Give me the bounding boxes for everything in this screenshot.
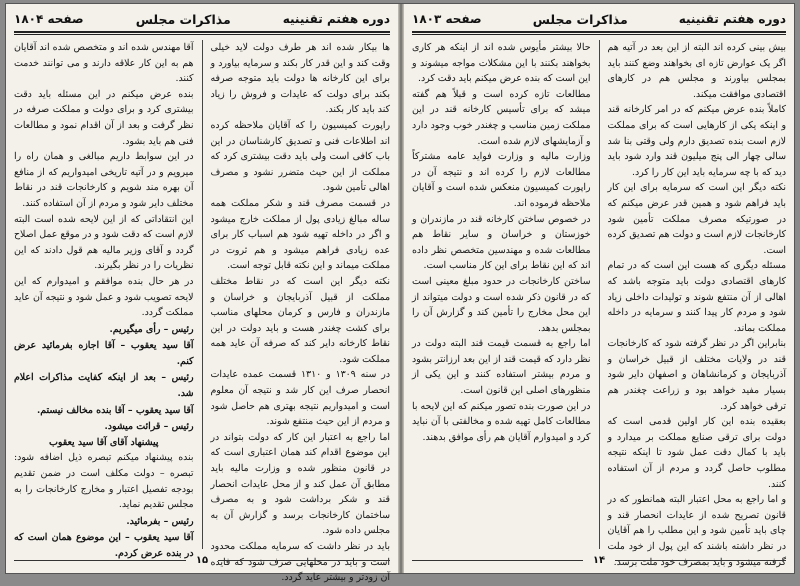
- header-title: مذاکرات مجلس: [532, 11, 628, 27]
- page-footer: [412, 553, 786, 567]
- paragraph: بیش بینی کرده اند البته از این بعد در آتیه هم اگر یک عوارض تازه ای بخواهند وضع کنند باید بمجلس بیاورند و مجلس هم در کارهای اقتصادی موافقت میکند.: [607, 42, 786, 100]
- paragraph: ها بیکار شده اند هر طرف دولت لاید خیلی وقت کند و این قدر کار بکند و سرمایه بیاورد و برای این کارخانه ها دولت باید متوجه صرفه بکند برای دولت که عایدات و فروش را زیاد کند باید کار بکند.: [210, 42, 390, 116]
- speaker-line: رئیس – قرائت میشود.: [104, 421, 194, 433]
- page-number: ۱۵: [195, 554, 209, 566]
- page-footer: [14, 553, 390, 567]
- paragraph: در سنه ۱۳۰۹ و ۱۳۱۰ قسمت عمده عایدات انحصار صرف این کار شد و نتیجه آن معلوم است و امیدواریم نتیجه بهتری هم حاصل شود و مردم از این حیث منتفع شوند.: [210, 369, 390, 428]
- paragraph: در قسمت مصرف قند و شکر مملکت همه ساله مبالغ زیادی پول از مملکت خارج میشود و اگر در داخله تهیه شود هم اسباب کار برای عده زیادی فراهم میشود و هم ثروت در مملکت میماند و این نکته قابل توجه است.: [210, 197, 390, 272]
- paragraph: مطالعات تازه کرده است و قبلاً هم گفته میشد که برای تأسیس کارخانه قند در این مملکت زمین مناسب و چغندر خوب وجود دارد و آزمایشهای لازم شده است.: [412, 88, 591, 147]
- paragraph: راپورت کمیسیون را که آقایان ملاحظه کرده اند اطلاعات فنی و تصدیق کارشناسان در این باب کافی است ولی باید دقت بیشتری کرد که مملکت از این حیث متضرر نشود و مصرف اهالی تأمین شود.: [210, 119, 390, 194]
- speaker-line: رئیس – رأی میگیریم.: [109, 323, 194, 335]
- header-page-label: صفحه ۱۸۰۴: [14, 12, 84, 26]
- header-rule: [14, 31, 390, 33]
- paragraph: نکته دیگر این است که سرمایه برای این کار باید فراهم شود و همین قدر عرض میکنم که در صورتیکه مصرف مملکت تأمین شود کارخانجات لازم است و دولت هم تصدیق کرده است.: [607, 182, 786, 256]
- header-rule: [412, 31, 786, 33]
- page-number: ۱۴: [592, 554, 606, 566]
- speaker-line: آقا سید یعقوب – این موضوع همان است که در بنده عرض کردم.: [14, 532, 194, 559]
- paragraph: در هر حال بنده موافقم و امیدوارم که این لایحه تصویب شود و عمل شود و نتیجه آن عاید مملکت گردد.: [14, 275, 194, 319]
- header-page-label: صفحه ۱۸۰۳: [412, 12, 482, 26]
- paragraph: بنده پیشنهاد میکنم تبصره ذیل اضافه شود: تبصره – دولت مکلف است در ضمن تقدیم بودجه تفصیل اعتبار و مخارج کارخانجات را به مجلس تقدیم نماید.: [14, 452, 194, 511]
- right-page: [404, 4, 794, 573]
- paragraph: آقا مهندس شده اند و متخصص شده اند آقایان هم به این کار علاقه دارند و می توانند خدمت کنند.: [14, 42, 194, 85]
- footer-rule: [615, 560, 786, 561]
- paragraph: و اما راجع به محل اعتبار البته همانطور که در قانون تصریح شده از عایدات انحصار قند و چای باید تأمین شود و این مطلب را هم آقایان در نظر داشته باشند که این پول از خود ملت گرفته میشود و باید بمصرف خود ملت برسد.: [607, 494, 786, 568]
- paragraph: وزارت مالیه و وزارت فواید عامه مشترکاً مطالعات لازم را کرده اند و نتیجه آن در راپورت کمیسیون منعکس شده است و آقایان ملاحظه فرموده اند.: [412, 151, 591, 209]
- header-rule-thin: [412, 34, 786, 35]
- paragraph: بنابراین اگر در نظر گرفته شود که کارخانجات قند در ولایات مختلف از قبیل خراسان و آذربایجان و کرمانشاهان و اصفهان دایر شود بسیار مفید خواهد بود و زراعت چغندر هم ترقی خواهد کرد.: [607, 338, 786, 412]
- footer-rule: [14, 560, 186, 561]
- paragraph: در این صورت بنده تصور میکنم که این لایحه با مطالعات کامل تهیه شده و مخالفتی با آن نباید کرد و امیدوارم آقایان هم رأی موافق بدهند.: [412, 400, 591, 443]
- paragraph: نکته دیگر این است که در نقاط مختلف مملکت از قبیل آذربایجان و خراسان و مازندران و فارس و کرمان محلهای مناسب برای کشت چغندر هست و باید دولت در این نقاط کارخانه دایر کند که صرفه آن عاید همه مملکت شود.: [210, 275, 390, 365]
- paragraph: باید در نظر داشت که سرمایه مملکت محدود است و باید در محلهایی صرف شود که فایده آن زودتر و بیشتر عاید گردد.: [210, 541, 390, 584]
- column-divider: [599, 40, 600, 549]
- footer-rule: [412, 560, 583, 561]
- column-right: [607, 40, 787, 568]
- page-header: [14, 10, 390, 28]
- speaker-line: آقا سید یعقوب – آقا اجازه بفرمائید عرض کنم.: [14, 340, 194, 367]
- footer-rule: [218, 560, 390, 561]
- column-left: [14, 40, 194, 559]
- header-period: دوره هفتم تقنینیه: [282, 12, 390, 26]
- column-left: [412, 40, 591, 549]
- header-period: دوره هفتم تقنینیه: [678, 12, 786, 26]
- paragraph: بنده عرض میکنم در این مسئله باید دقت بیشتری کرد و برای دولت و مملکت صرفه در نظر گرفت و بعد از آن اقدام نمود و مطالعات فنی هم باید بشود.: [14, 88, 194, 147]
- paragraph: اما راجع به قسمت قیمت قند البته دولت در نظر دارد که قیمت قند از این بعد ارزانتر بشود و مردم بیشتر استفاده کنند و این یکی از منظورهای اصلی این قانون است.: [412, 338, 591, 397]
- paragraph: کاملاً بنده عرض میکنم که در امر کارخانه قند و اینکه یکی از کارهایی است که برای مملکت لازم است بنده تصدیق دارم ولی وقتی بنا شد سالی چهار الی پنج میلیون قند وارد شود باید دید که با چه سرمایه باید این کار را کرد.: [607, 104, 786, 178]
- speaker-line: رئیس – بفرمائید.: [126, 515, 194, 527]
- paragraph: بعقیده بنده این کار اولین قدمی است که دولت برای ترقی صنایع مملکت بر میدارد و باید با کمال دقت عمل شود تا اینکه نتیجه مطلوب حاصل گردد و مردم از آن استفاده کنند.: [607, 416, 786, 490]
- paragraph: ساختن کارخانجات در حدود مبلغ معینی است که در قانون ذکر شده است و دولت میتواند از این محل مخارج را تأمین کند و گزارش آن را بمجلس بدهد.: [412, 275, 591, 334]
- column-right: [210, 40, 391, 584]
- book-spread: [6, 4, 794, 584]
- header-title: مذاکرات مجلس: [135, 11, 231, 27]
- paragraph: حالا بیشتر مأیوس شده اند از اینکه هر کاری بخواهند بکنند با این مشکلات مواجه میشوند و این است که بنده عرض میکنم باید دقت کرد.: [412, 42, 591, 85]
- header-rule-thin: [14, 34, 390, 35]
- paragraph: در این سوابط داریم مبالغی و همان راه را میرویم و در آتیه تاریخی امیدواریم که از منافع آن بهره مند شویم و کارخانجات قند در نقاط مختلف دایر شود و مردم از آن استفاده کنند.: [14, 151, 194, 209]
- page-header: [412, 10, 786, 28]
- proposal-heading: پیشنهاد آقای آقا سید یعقوب: [49, 436, 159, 448]
- paragraph: اما راجع به اعتبار این کار که دولت بتواند در این موضوع اقدام کند همان اعتباری است که در قانون منظور شده و وزارت مالیه باید مطابق آن عمل کند و از محل عایدات انحصار قند و شکر برداشت شود و به مصرف ساختمان کارخانجات برسد و گزارش آن به مجلس داده شود.: [210, 431, 390, 537]
- speaker-line: آقا سید یعقوب – آقا بنده مخالف نیستم.: [37, 404, 194, 416]
- paragraph: این انتقاداتی که از این لایحه شده است البته لازم است که دقت شود و در موقع عمل اصلاح گردد و آقای وزیر مالیه هم قول دادند که این نظریات را در نظر بگیرند.: [14, 213, 194, 272]
- paragraph: مسئله دیگری که هست این است که در تمام کارهای اقتصادی دولت باید متوجه باشد که اهالی از آن منتفع شوند و تولیدات داخلی زیاد شود و مردم کار پیدا کنند و سرمایه در داخله مملکت بماند.: [607, 260, 786, 334]
- column-divider: [202, 40, 203, 549]
- paragraph: در خصوص ساختن کارخانه قند در مازندران و خوزستان و خراسان و سایر نقاط هم مطالعات شده و مهندسین متخصص نظر داده اند که این نقاط برای این کار مناسب است.: [412, 213, 591, 272]
- speaker-line: رئیس – بعد از اینکه کفایت مذاکرات اعلام شد.: [14, 372, 194, 400]
- left-page: [6, 4, 398, 584]
